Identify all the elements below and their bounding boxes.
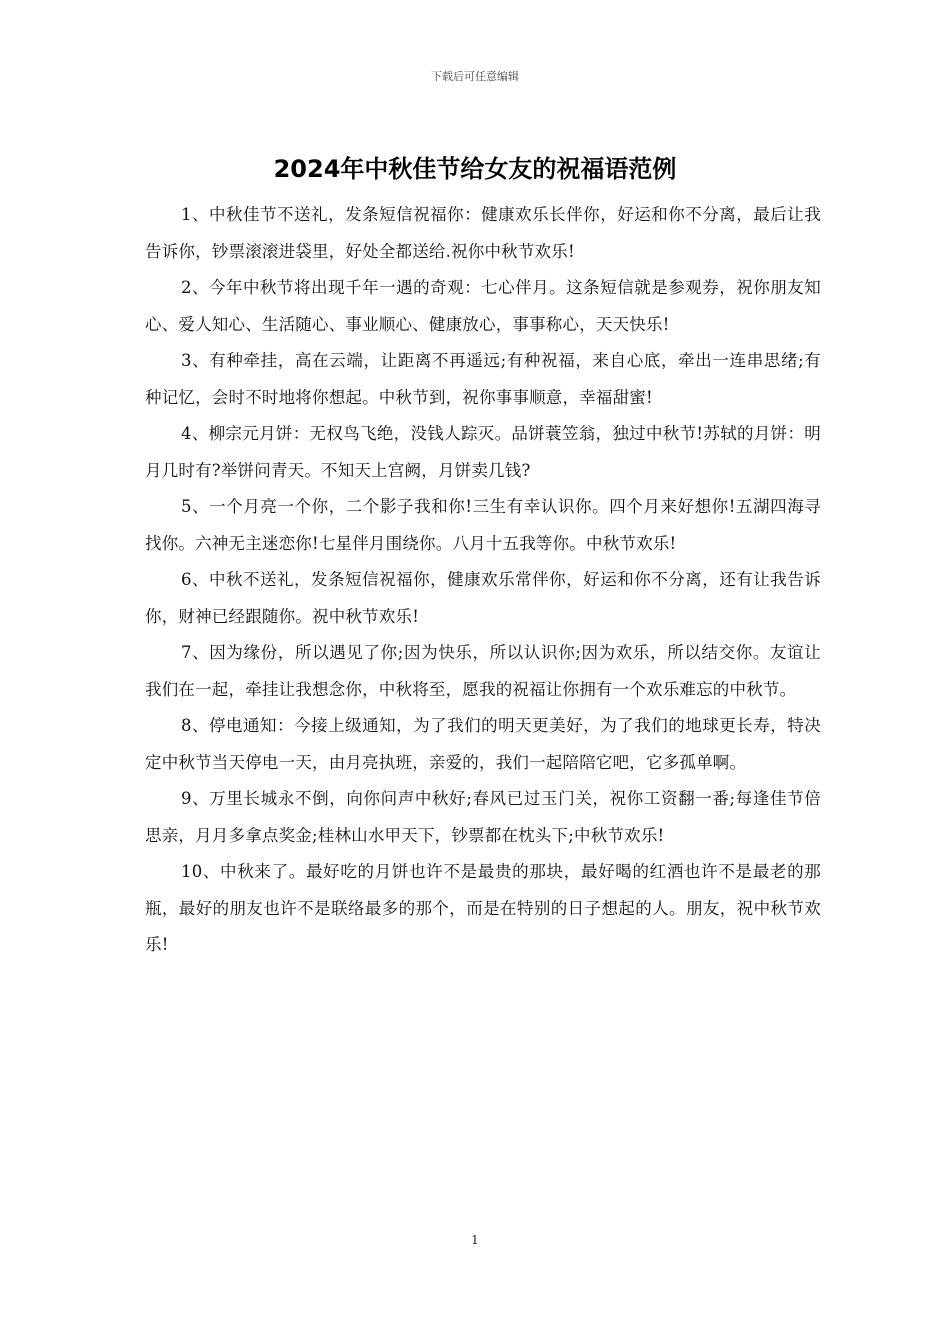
paragraph-8: 8、停电通知：今接上级通知，为了我们的明天更美好，为了我们的地球更长寿，特决定中秋节当天停电一天，由月亮执班，亲爱的，我们一起陪陪它吧，它多孤单啊。	[145, 716, 821, 772]
paragraph-7: 7、因为缘份，所以遇见了你;因为快乐，所以认识你;因为欢乐，所以结交你。友谊让我们在一起，牵挂让我想念你，中秋将至，愿我的祝福让你拥有一个欢乐难忘的中秋节。	[145, 643, 821, 699]
document-title: 2024年中秋佳节给女友的祝福语范例	[273, 155, 677, 183]
document-body	[145, 197, 821, 964]
paragraph-4: 4、柳宗元月饼：无权鸟飞绝，没钱人踪灭。品饼蓑笠翁，独过中秋节!苏轼的月饼：明月几时有?举饼问青天。不知天上宫阙，月饼卖几钱?	[145, 424, 821, 480]
paragraph-10: 10、中秋来了。最好吃的月饼也许不是最贵的那块，最好喝的红酒也许不是最老的那瓶，最好的朋友也许不是联络最多的那个，而是在特别的日子想起的人。朋友，祝中秋节欢乐!	[145, 862, 821, 954]
paragraph-2: 2、今年中秋节将出现千年一遇的奇观：七心伴月。这条短信就是参观券，祝你朋友知心、爱人知心、生活随心、事业顺心、健康放心，事事称心，天天快乐!	[145, 278, 821, 334]
paragraph-5: 5、一个月亮一个你，二个影子我和你!三生有幸认识你。四个月来好想你!五湖四海寻找你。六神无主迷恋你!七星伴月围绕你。八月十五我等你。中秋节欢乐!	[145, 497, 821, 553]
paragraph-1: 1、中秋佳节不送礼，发条短信祝福你：健康欢乐长伴你，好运和你不分离，最后让我告诉你，钞票滚滚进袋里，好处全都送给.祝你中秋节欢乐!	[145, 205, 821, 261]
page-number: 1	[471, 1233, 479, 1247]
paragraph-6: 6、中秋不送礼，发条短信祝福你，健康欢乐常伴你，好运和你不分离，还有让我告诉你，财神已经跟随你。祝中秋节欢乐!	[145, 570, 821, 626]
paragraph-9: 9、万里长城永不倒，向你问声中秋好;春风已过玉门关，祝你工资翻一番;每逢佳节倍思亲，月月多拿点奖金;桂林山水甲天下，钞票都在枕头下;中秋节欢乐!	[145, 789, 821, 845]
header-note: 下载后可任意编辑	[431, 70, 519, 83]
paragraph-3: 3、有种牵挂，高在云端，让距离不再遥远;有种祝福，来自心底，牵出一连串思绪;有种记忆，会时不时地将你想起。中秋节到，祝你事事顺意，幸福甜蜜!	[145, 351, 821, 407]
